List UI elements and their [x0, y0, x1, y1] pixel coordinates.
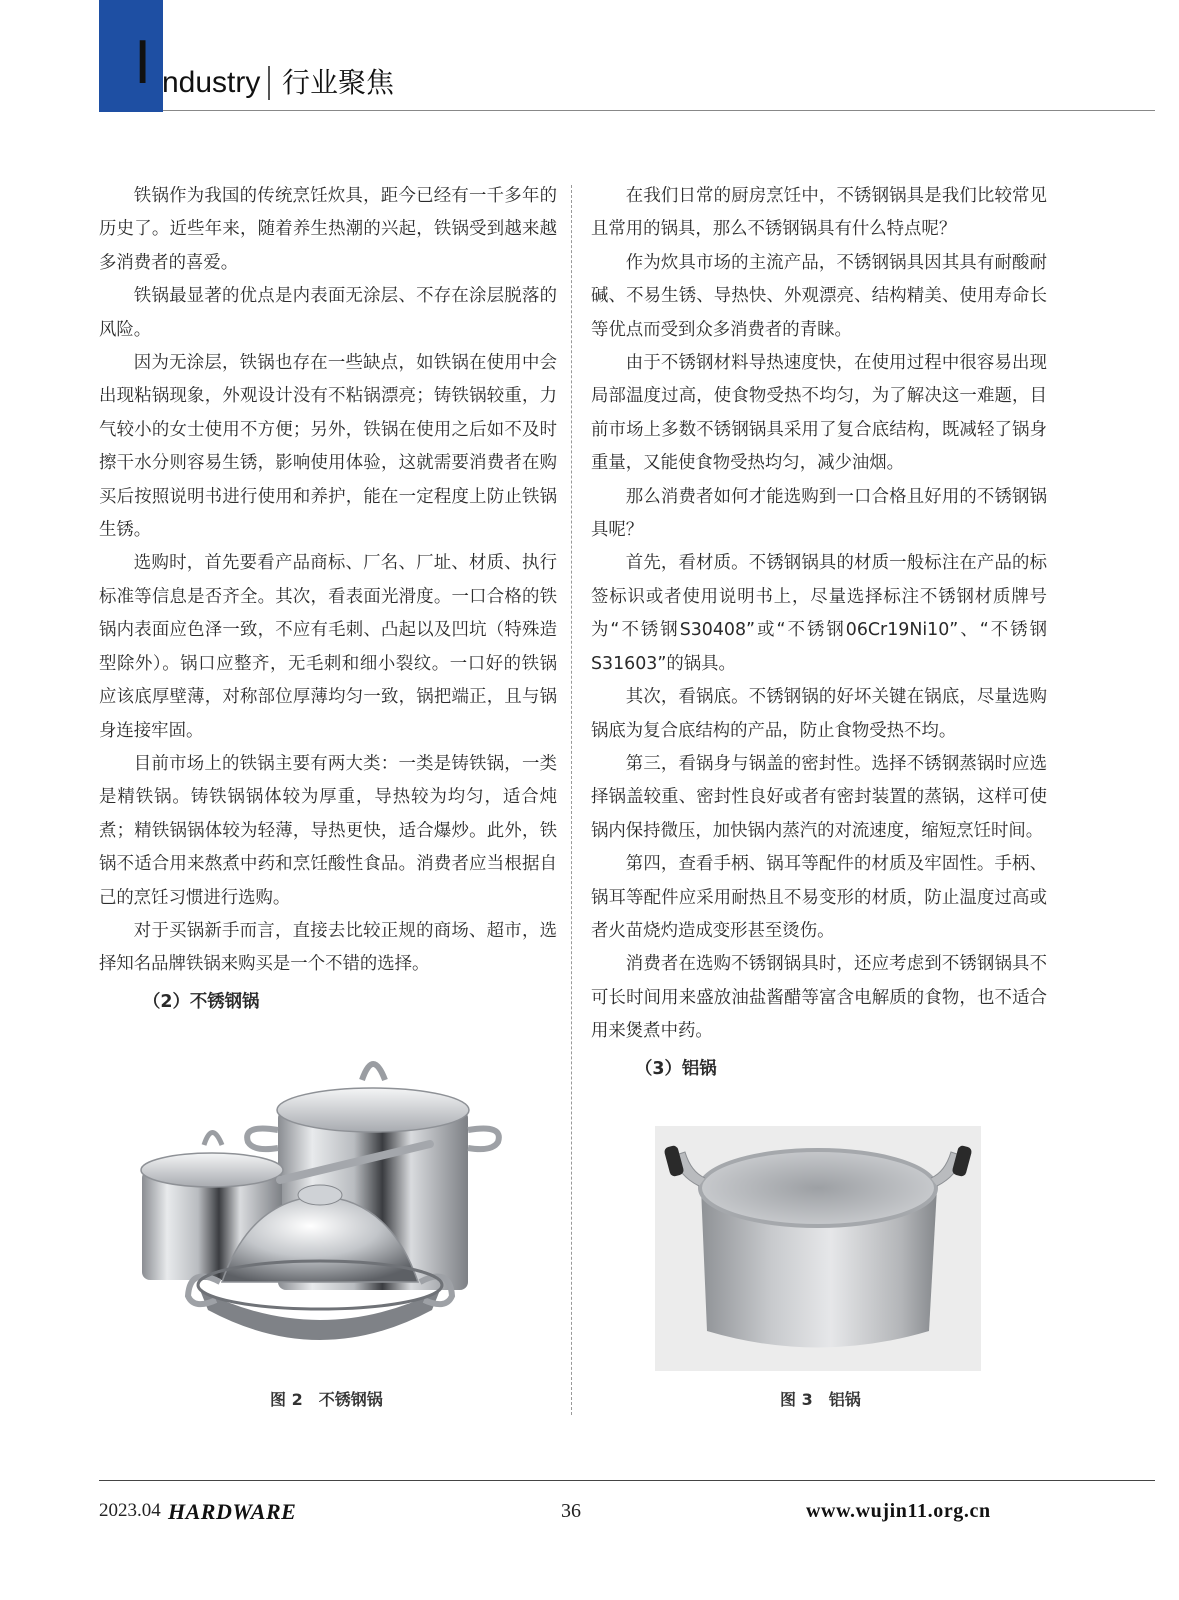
column-divider — [571, 185, 572, 1415]
page-number: 36 — [561, 1500, 581, 1522]
paragraph: 首先，看材质。不锈钢锅具的材质一般标注在产品的标签标识或者使用说明书上，尽量选择标注不锈钢材质牌号为“不锈钢S30408”或“不锈钢06Cr19Ni10”、“不锈钢 S31603”的锅具。 — [591, 553, 1047, 674]
magazine-title: HARDWARE — [168, 1499, 297, 1524]
paragraph: 对于买锅新手而言，直接去比较正规的商场、超市，选择知名品牌铁锅来购买是一个不错的选择。 — [99, 920, 557, 975]
header-separator — [268, 66, 270, 100]
issue-date: 2023.04 — [99, 1500, 161, 1521]
paragraph: 选购时，首先要看产品商标、厂名、厂址、材质、执行标准等信息是否齐全。其次，看表面光滑度。一口合格的铁锅内表面应色泽一致，不应有毛刺、凸起以及凹坑（特殊造型除外）。锅口应整齐，无毛刺和细小裂纹。一口好的铁锅应该底厚壁薄，对称部位厚薄均匀一致，锅把端正，且与锅身连接牢固。 — [99, 553, 557, 741]
aluminum-pot-image — [655, 1126, 981, 1371]
header-section-title-cn: 行业聚焦 — [282, 66, 395, 99]
header-rule — [163, 110, 1155, 111]
header-initial-letter: I — [134, 28, 152, 97]
section-heading: （2）不锈钢锅 — [143, 991, 260, 1012]
paragraph: 在我们日常的厨房烹饪中，不锈钢锅具是我们比较常见且常用的锅具，那么不锈钢锅具有什么特点呢？ — [591, 186, 1047, 240]
paragraph: 其次，看锅底。不锈钢锅的好坏关键在锅底，尽量选购锅底为复合底结构的产品，防止食物受热不均。 — [591, 687, 1047, 741]
paragraph: 第四，查看手柄、锅耳等配件的材质及牢固性。手柄、锅耳等配件应采用耐热且不易变形的材质，防止温度过高或者火苗烧灼造成变形甚至烫伤。 — [591, 854, 1047, 941]
paragraph: 第三，看锅身与锅盖的密封性。选择不锈钢蒸锅时应选择锅盖较重、密封性良好或者有密封装置的蒸锅，这样可使锅内保持微压，加快锅内蒸汽的对流速度，缩短烹饪时间。 — [591, 753, 1047, 841]
section-heading: （3）铝锅 — [635, 1058, 717, 1079]
right-column — [591, 180, 1047, 1087]
figure-caption: 图 2 不锈钢锅 — [270, 1390, 383, 1409]
paragraph: 由于不锈钢材料导热速度快，在使用过程中很容易出现局部温度过高，使食物受热不均匀，为了解决这一难题，目前市场上多数不锈钢锅具采用了复合底结构，既减轻了锅身重量，又能使食物受热均匀，减少油烟。 — [591, 353, 1047, 474]
paragraph: 铁锅作为我国的传统烹饪炊具，距今已经有一千多年的历史了。近些年来，随着养生热潮的兴起，铁锅受到越来越多消费者的喜爱。 — [99, 186, 557, 273]
website-url: www.wujin11.org.cn — [806, 1500, 991, 1522]
paragraph: 铁锅最显著的优点是内表面无涂层、不存在涂层脱落的风险。 — [99, 286, 557, 340]
header-section-title-en: ndustry — [162, 66, 261, 99]
paragraph: 因为无涂层，铁锅也存在一些缺点，如铁锅在使用中会出现粘锅现象，外观设计没有不粘锅漂亮；铸铁锅较重，力气较小的女士使用不方便；另外，铁锅在使用之后如不及时擦干水分则容易生锈，影响使用体验，这就需要消费者在购买后按照说明书进行使用和养护，能在一定程度上防止铁锅生锈。 — [99, 353, 557, 541]
stainless-steel-pots-image — [130, 1020, 510, 1375]
header-color-band — [99, 0, 163, 112]
paragraph: 目前市场上的铁锅主要有两大类：一类是铸铁锅，一类是精铁锅。铸铁锅锅体较为厚重，导热较为均匀，适合炖煮；精铁锅锅体较为轻薄，导热更快，适合爆炒。此外，铁锅不适合用来熬煮中药和烹饪酸性食品。消费者应当根据自己的烹饪习惯进行选购。 — [99, 753, 557, 908]
paragraph: 消费者在选购不锈钢锅具时，还应考虑到不锈钢锅具不可长时间用来盛放油盐酱醋等富含电解质的食物，也不适合用来煲煮中药。 — [591, 954, 1047, 1042]
footer-rule — [99, 1480, 1155, 1481]
figure-caption: 图 3 铝锅 — [780, 1390, 861, 1409]
paragraph: 那么消费者如何才能选购到一口合格且好用的不锈钢锅具呢？ — [591, 486, 1047, 541]
left-column — [99, 180, 557, 1020]
paragraph: 作为炊具市场的主流产品，不锈钢锅具因其具有耐酸耐碱、不易生锈、导热快、外观漂亮、结构精美、使用寿命长等优点而受到众多消费者的青睐。 — [591, 252, 1047, 340]
